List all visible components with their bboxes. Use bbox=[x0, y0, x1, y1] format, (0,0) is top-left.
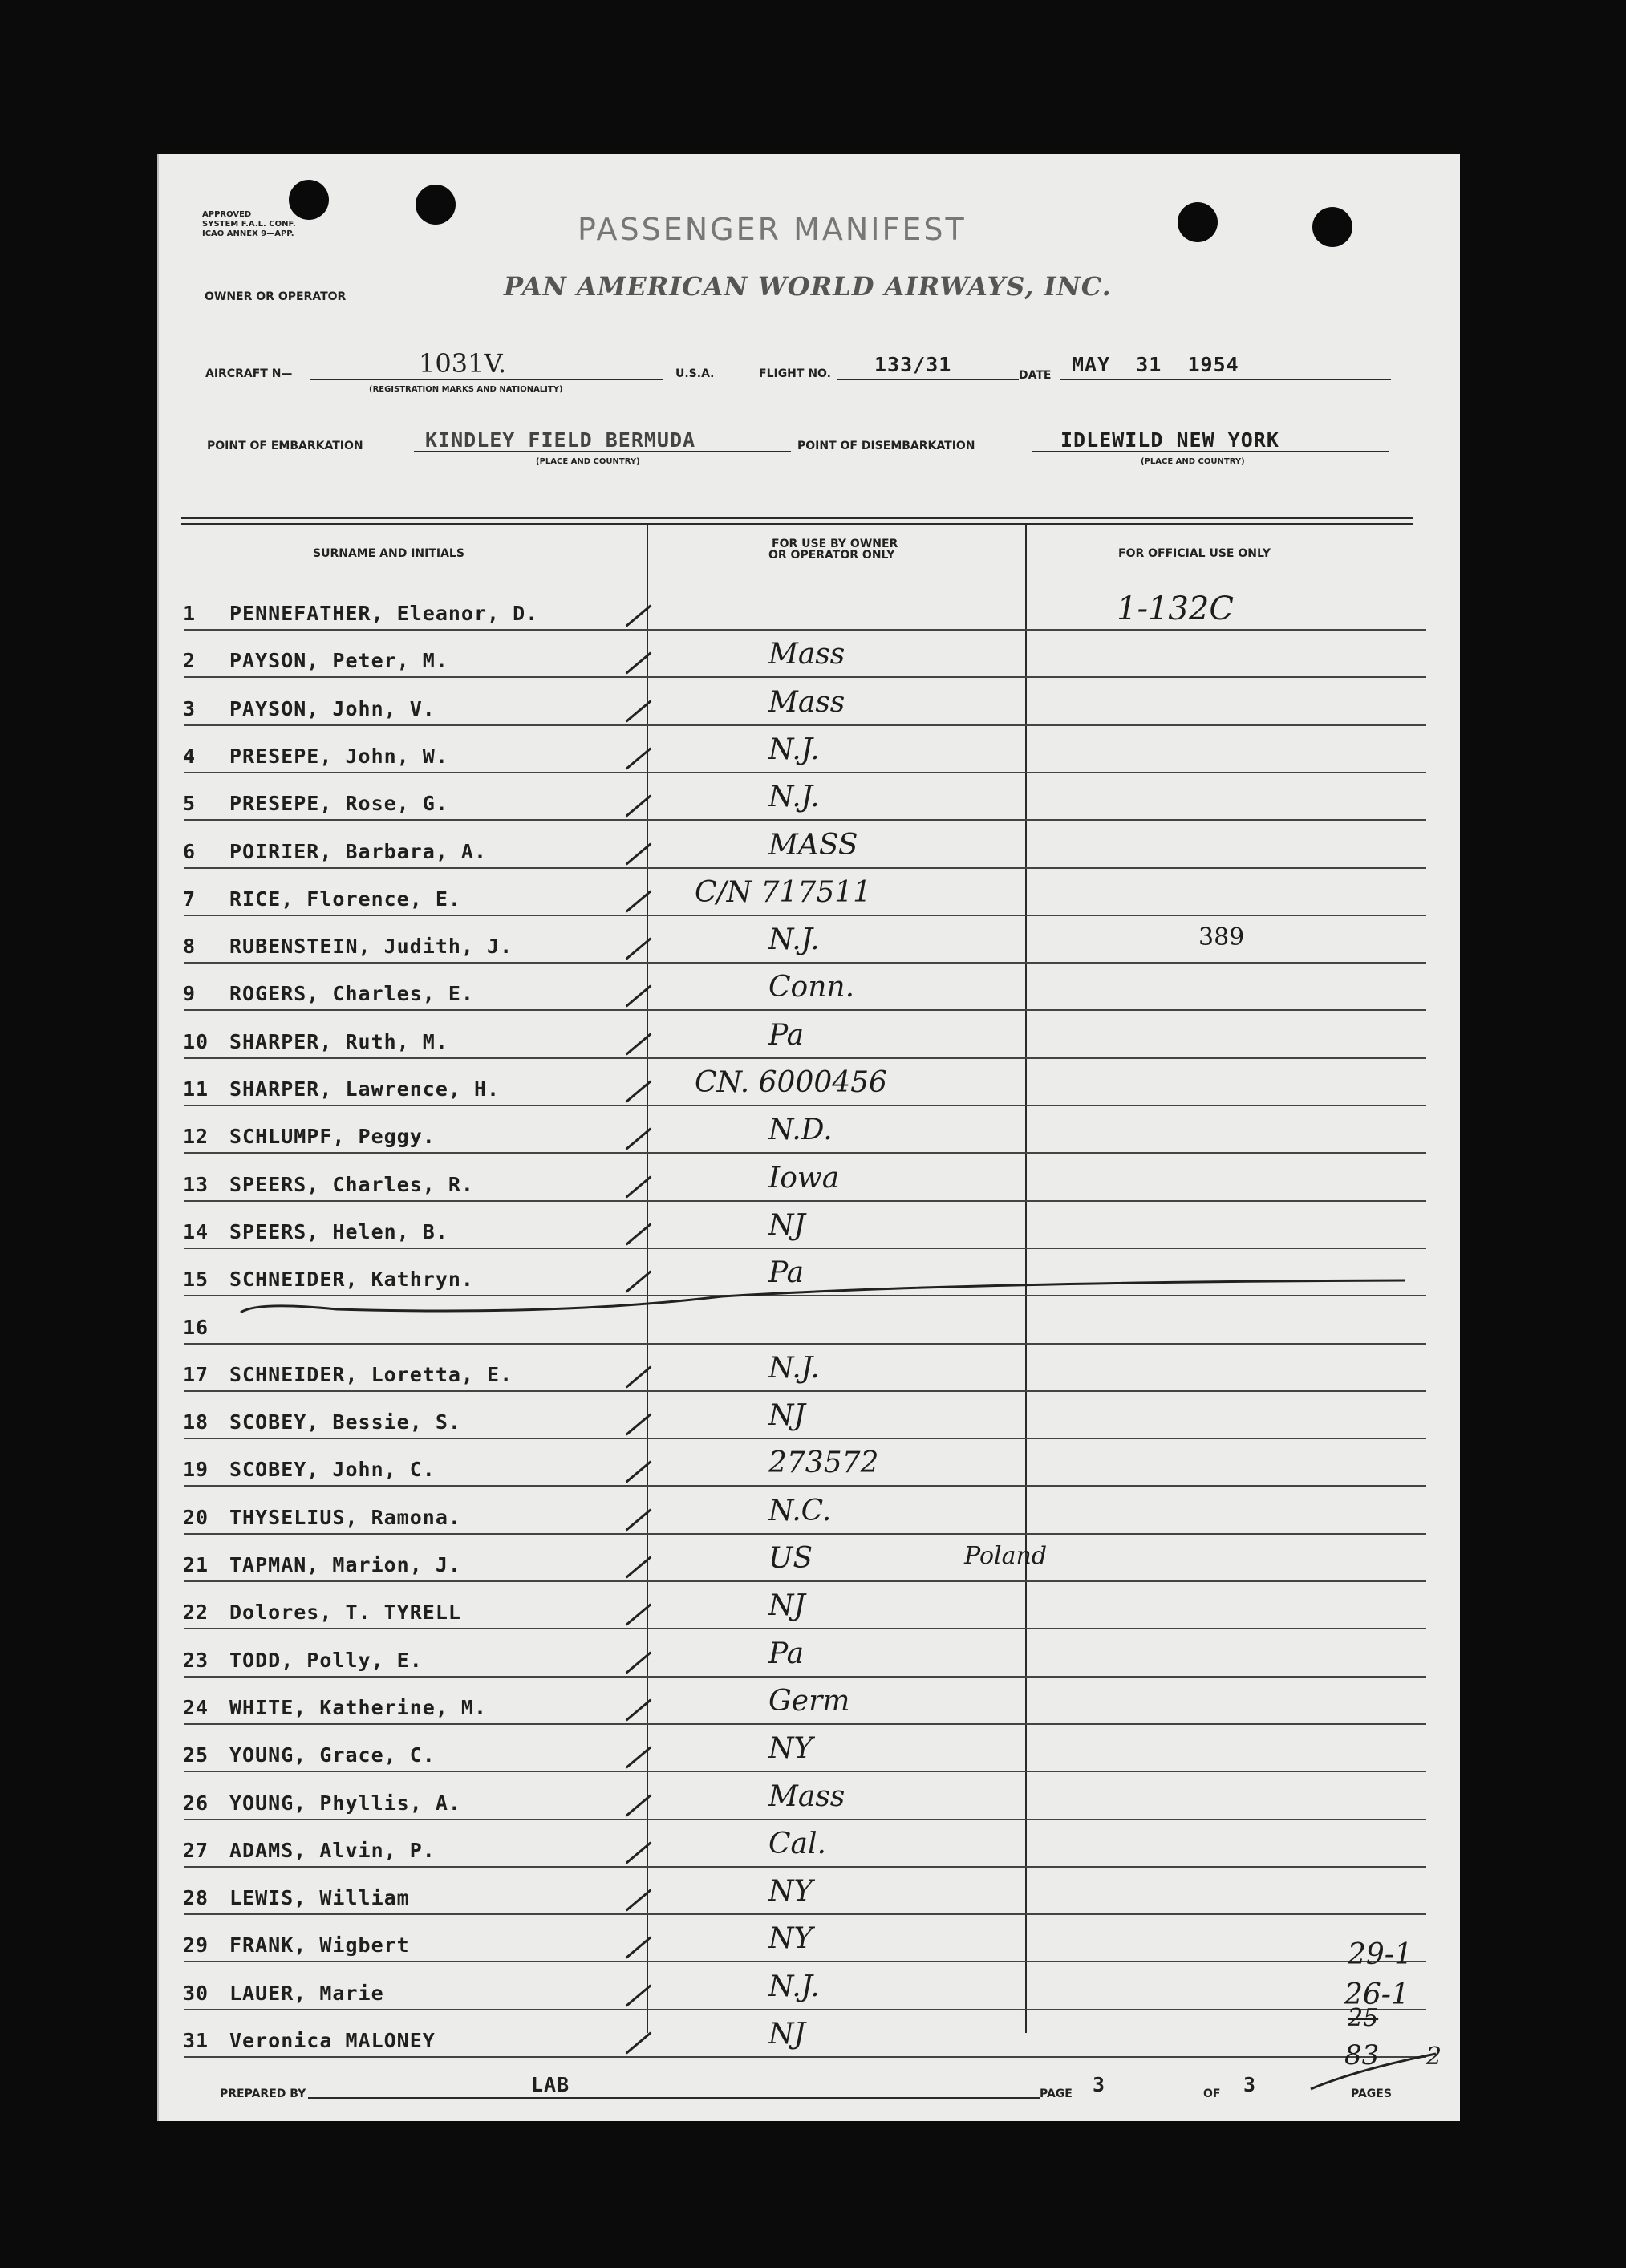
row-number: 26 bbox=[183, 1791, 209, 1815]
row-number: 10 bbox=[183, 1030, 209, 1053]
passenger-name: YOUNG, Phyllis, A. bbox=[229, 1791, 461, 1815]
row-number: 16 bbox=[183, 1316, 209, 1339]
owner-note: Conn. bbox=[768, 971, 855, 1004]
prepared-value: LAB bbox=[531, 2073, 570, 2096]
passenger-name: SPEERS, Charles, R. bbox=[229, 1173, 474, 1196]
owner-note: N.J. bbox=[768, 923, 820, 956]
passenger-name: POIRIER, Barbara, A. bbox=[229, 840, 488, 863]
owner-note: NJ bbox=[768, 1209, 805, 1242]
passenger-name: RUBENSTEIN, Judith, J. bbox=[229, 935, 513, 958]
tally-note: 29-1 bbox=[1348, 1938, 1413, 1971]
approved-note: APPROVED bbox=[202, 210, 252, 219]
passenger-name: SCOBEY, John, C. bbox=[229, 1458, 436, 1481]
flight-label: FLIGHT NO. bbox=[759, 367, 831, 380]
owner-note: Iowa bbox=[768, 1162, 840, 1195]
passenger-name: SHARPER, Ruth, M. bbox=[229, 1030, 448, 1053]
owner-note: Mass bbox=[768, 1780, 845, 1813]
passenger-name: PENNEFATHER, Eleanor, D. bbox=[229, 602, 539, 625]
disembarkation-caption: (PLACE AND COUNTRY) bbox=[1141, 457, 1245, 466]
date-label: DATE bbox=[1019, 369, 1052, 382]
passenger-name: PRESEPE, John, W. bbox=[229, 745, 448, 768]
owner-note: Pa bbox=[768, 1019, 805, 1052]
passenger-name: RICE, Florence, E. bbox=[229, 887, 461, 911]
col-header-owner: OR OPERATOR ONLY bbox=[768, 549, 895, 562]
row-number: 24 bbox=[183, 1696, 209, 1719]
flight-value: 133/31 bbox=[874, 353, 952, 376]
row-number: 7 bbox=[183, 887, 197, 911]
row-number: 9 bbox=[183, 982, 197, 1005]
col-header-official: FOR OFFICIAL USE ONLY bbox=[1118, 547, 1271, 560]
form-title: PASSENGER MANIFEST bbox=[578, 212, 967, 247]
passenger-name: SCHNEIDER, Loretta, E. bbox=[229, 1363, 513, 1386]
row-number: 18 bbox=[183, 1410, 209, 1434]
owner-note: NY bbox=[768, 1875, 813, 1908]
passenger-name: LAUER, Marie bbox=[229, 1982, 384, 2005]
owner-note: N.J. bbox=[768, 1970, 820, 2003]
row-number: 20 bbox=[183, 1506, 209, 1529]
passenger-name: PAYSON, Peter, M. bbox=[229, 649, 448, 672]
approved-note: SYSTEM F.A.L. CONF. bbox=[202, 220, 296, 229]
disembarkation-value: IDLEWILD NEW YORK bbox=[1060, 428, 1279, 452]
usa-label: U.S.A. bbox=[675, 367, 715, 380]
passenger-name: FRANK, Wigbert bbox=[229, 1933, 410, 1957]
passenger-name: Veronica MALONEY bbox=[229, 2029, 436, 2052]
owner-note: Germ bbox=[768, 1685, 850, 1718]
col-header-owner: FOR USE BY OWNER bbox=[772, 538, 898, 550]
passenger-name: ADAMS, Alvin, P. bbox=[229, 1839, 436, 1862]
passenger-name: SHARPER, Lawrence, H. bbox=[229, 1077, 501, 1101]
official-note: Poland bbox=[964, 1542, 1048, 1570]
embarkation-label: POINT OF EMBARKATION bbox=[207, 440, 363, 452]
disembarkation-label: POINT OF DISEMBARKATION bbox=[797, 440, 975, 452]
row-number: 8 bbox=[183, 935, 197, 958]
prepared-label: PREPARED BY bbox=[220, 2087, 306, 2100]
owner-note: Mass bbox=[768, 686, 845, 719]
row-number: 13 bbox=[183, 1173, 209, 1196]
row-number: 3 bbox=[183, 697, 197, 720]
owner-note: 273572 bbox=[768, 1446, 879, 1479]
date-value: MAY 31 1954 bbox=[1072, 353, 1239, 376]
tally-note: 83 bbox=[1344, 2039, 1380, 2071]
passenger-name: TAPMAN, Marion, J. bbox=[229, 1553, 461, 1576]
passenger-name: SPEERS, Helen, B. bbox=[229, 1220, 448, 1244]
row-number: 21 bbox=[183, 1553, 209, 1576]
owner-note: MASS bbox=[768, 829, 858, 862]
owner-note: NJ bbox=[768, 1589, 805, 1622]
operator-name: PAN AMERICAN WORLD AIRWAYS, INC. bbox=[504, 271, 1112, 302]
row-number: 22 bbox=[183, 1601, 209, 1624]
owner-note: Pa bbox=[768, 1256, 805, 1289]
passenger-name: PRESEPE, Rose, G. bbox=[229, 792, 448, 815]
owner-note: NY bbox=[768, 1922, 813, 1955]
aircraft-value: 1031V. bbox=[419, 348, 507, 379]
row-number: 12 bbox=[183, 1125, 209, 1148]
passenger-name: SCHNEIDER, Kathryn. bbox=[229, 1268, 474, 1291]
passenger-name: LEWIS, William bbox=[229, 1886, 410, 1909]
aircraft-label: AIRCRAFT N— bbox=[205, 367, 293, 380]
passenger-name: YOUNG, Grace, C. bbox=[229, 1743, 436, 1767]
row-number: 23 bbox=[183, 1649, 209, 1672]
owner-note: Pa bbox=[768, 1637, 805, 1670]
tally-note: 26-1 bbox=[1344, 1978, 1409, 2011]
owner-note: N.C. bbox=[768, 1495, 832, 1528]
official-note: 1-132C bbox=[1117, 590, 1234, 627]
owner-note: NY bbox=[768, 1732, 813, 1765]
owner-note: N.J. bbox=[768, 733, 820, 766]
owner-note: N.D. bbox=[768, 1114, 833, 1146]
tally-note: 25 bbox=[1348, 2004, 1379, 2032]
row-number: 27 bbox=[183, 1839, 209, 1862]
page-label: PAGE bbox=[1040, 2087, 1073, 2100]
passenger-name: WHITE, Katherine, M. bbox=[229, 1696, 488, 1719]
embarkation-caption: (PLACE AND COUNTRY) bbox=[536, 457, 640, 466]
owner-note: C/N 717511 bbox=[695, 876, 872, 909]
row-number: 30 bbox=[183, 1982, 209, 2005]
owner-note: Mass bbox=[768, 638, 845, 671]
of-label: OF bbox=[1203, 2087, 1221, 2100]
row-number: 2 bbox=[183, 649, 197, 672]
official-note: 389 bbox=[1198, 923, 1245, 951]
row-number: 1 bbox=[183, 602, 197, 625]
passenger-name: Dolores, T. TYRELL bbox=[229, 1601, 461, 1624]
owner-label: OWNER OR OPERATOR bbox=[205, 290, 347, 303]
row-number: 5 bbox=[183, 792, 197, 815]
approved-note: ICAO ANNEX 9—APP. bbox=[202, 229, 294, 238]
passenger-name: TODD, Polly, E. bbox=[229, 1649, 423, 1672]
owner-note: NJ bbox=[768, 2018, 805, 2051]
row-number: 29 bbox=[183, 1933, 209, 1957]
row-number: 25 bbox=[183, 1743, 209, 1767]
passenger-name: SCOBEY, Bessie, S. bbox=[229, 1410, 461, 1434]
row-number: 4 bbox=[183, 745, 197, 768]
passenger-name: SCHLUMPF, Peggy. bbox=[229, 1125, 436, 1148]
passenger-name: THYSELIUS, Ramona. bbox=[229, 1506, 461, 1529]
owner-note: NJ bbox=[768, 1399, 805, 1432]
owner-note: US bbox=[768, 1542, 813, 1575]
owner-note: N.J. bbox=[768, 781, 820, 813]
row-number: 11 bbox=[183, 1077, 209, 1101]
row-number: 19 bbox=[183, 1458, 209, 1481]
passenger-name: ROGERS, Charles, E. bbox=[229, 982, 474, 1005]
row-number: 6 bbox=[183, 840, 197, 863]
row-number: 15 bbox=[183, 1268, 209, 1291]
passenger-name: PAYSON, John, V. bbox=[229, 697, 436, 720]
tally-note: 2 bbox=[1426, 2043, 1442, 2071]
owner-note: Cal. bbox=[768, 1828, 826, 1860]
pages-label: PAGES bbox=[1351, 2087, 1392, 2100]
row-number: 28 bbox=[183, 1886, 209, 1909]
owner-note: CN. 6000456 bbox=[695, 1066, 887, 1099]
of-value: 3 bbox=[1243, 2073, 1257, 2096]
page-value: 3 bbox=[1093, 2073, 1106, 2096]
row-number: 31 bbox=[183, 2029, 209, 2052]
owner-note: N.J. bbox=[768, 1352, 820, 1385]
row-number: 17 bbox=[183, 1363, 209, 1386]
registration-caption: (REGISTRATION MARKS AND NATIONALITY) bbox=[369, 385, 563, 394]
col-header-surname: SURNAME AND INITIALS bbox=[313, 547, 464, 560]
row-number: 14 bbox=[183, 1220, 209, 1244]
embarkation-value: KINDLEY FIELD BERMUDA bbox=[425, 428, 696, 452]
